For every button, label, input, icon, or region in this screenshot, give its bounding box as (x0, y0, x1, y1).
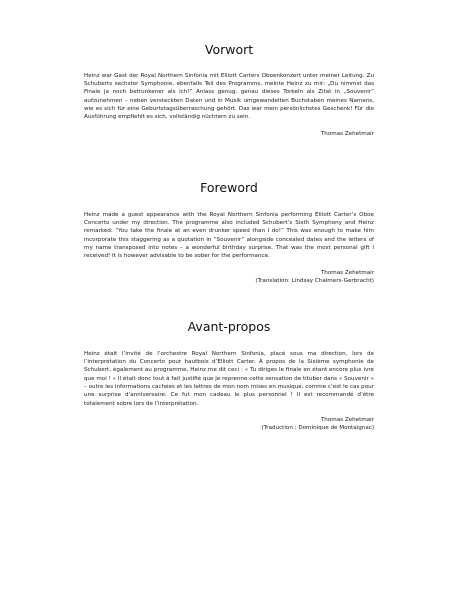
section-heading: Avant-propos (187, 319, 271, 334)
author-signature: Thomas Zehetmair (320, 269, 374, 276)
section-foreword (84, 182, 374, 285)
section-vorwort (84, 44, 374, 138)
author-signature: Thomas Zehetmair (320, 130, 374, 137)
section-avant-propos (84, 321, 374, 432)
translation-credit: (Traduction : Dominique de Montaignac) (261, 425, 374, 432)
section-body: Heinz war Gast der Royal Northern Sinfonia mit Elliott Carters Oboenkonzert unter meiner Leitung. Zu Schuberts sechster Symphonie, ebenfalls Teil des Programms, meinte Heinz zu mir: „Du nimmst das Finale ja noch betrunkener als ich!“ Anlass genug, genau dieses Torkeln als Zitat in „Souvenir“ aufzunehmen – neben versteckten Daten und in Musik umgewandelten Buchstaben meines Namens, wie es sich für eine Geburtstagsüberraschung gehört. Das war mein persönlichstes Geschenk! Für die Ausführung empfiehlt es sich, vollständig nüchtern zu sein. (84, 72, 374, 121)
section-body: Heinz made a guest appearance with the Royal Northern Sinfonia performing Elliott Carter’s Oboe Concerto under my direction. The programme also included Schubert’s Sixth Symphony and Heinz remarked: “You take the finale at an even drunker speed than I do!” This was enough to make him incorporate this staggering as a quotation in “Souvenir” alongside concealed dates and the letters of my name transposed into notes – a wonderful birthday surprise. That was the most personal gift I received! It is however advisable to be sober for the performance. (84, 211, 374, 260)
section-heading: Foreword (200, 180, 258, 195)
section-heading: Vorwort (204, 42, 254, 57)
translation-credit: (Translation: Lindsay Chalmers-Gerbracht) (255, 277, 374, 284)
author-signature: Thomas Zehetmair (320, 416, 374, 423)
section-body: Heinz était l’invité de l’orchestre Royal Northern Sinfonia, placé sous ma direction, lors de l’interprétation du Concerto pour hautbois d’Elliott Carter. À propos de la Sixième symphonie de Schubert, également au programme, Heinz me dit ceci : « Tu diriges le finale en étant encore plus ivre que moi ! » Il était donc tout à fait justifié que je reprenne cette sensation de tituber dans « Souvenir » – outre les informations cachées et les lettres de mon nom mises en musique, comme c’est le cas pour une surprise d’anniversaire. Ce fut mon cadeau le plus personnel ! Il est recommandé d’être totalement sobre lors de l’interprétation. (84, 350, 374, 407)
